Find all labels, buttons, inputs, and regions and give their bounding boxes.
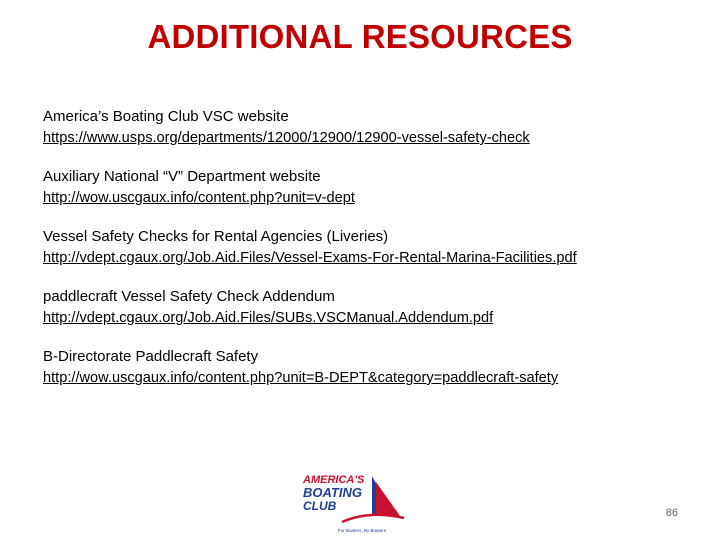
logo-tagline: For Boaters, By Boaters xyxy=(338,528,387,533)
resource-title: Auxiliary National “V” Department website xyxy=(43,168,321,185)
logo-line-3: CLUB xyxy=(303,499,337,513)
resource-list xyxy=(43,106,703,406)
resource-item xyxy=(43,226,703,269)
resource-link[interactable]: http://vdept.cgaux.org/Job.Aid.Files/SUBs.VSCManual.Addendum.pdf xyxy=(43,310,494,326)
americas-boating-club-logo xyxy=(300,470,420,536)
page-number: 86 xyxy=(665,507,678,519)
logo-line-1: AMERICA'S xyxy=(303,474,365,486)
resource-link[interactable]: http://wow.uscgaux.info/content.php?unit=v-dept xyxy=(43,190,355,206)
sail-icon-red xyxy=(376,482,400,516)
wave-icon xyxy=(342,515,404,522)
resource-item xyxy=(43,346,703,389)
resource-link[interactable]: http://wow.uscgaux.info/content.php?unit=B-DEPT&category=paddlecraft-safety xyxy=(43,370,559,386)
resource-title: B-Directorate Paddlecraft Safety xyxy=(43,348,259,365)
resource-item xyxy=(43,106,703,149)
resource-title: paddlecraft Vessel Safety Check Addendum xyxy=(43,288,335,305)
slide-title: ADDITIONAL RESOURCES xyxy=(147,18,573,55)
resource-title: America’s Boating Club VSC website xyxy=(43,108,289,125)
resource-item xyxy=(43,166,703,209)
resource-title: Vessel Safety Checks for Rental Agencies (Liveries) xyxy=(43,228,389,245)
logo-line-2: BOATING xyxy=(303,485,362,500)
resource-item xyxy=(43,286,703,329)
resource-link[interactable]: http://vdept.cgaux.org/Job.Aid.Files/Vessel-Exams-For-Rental-Marina-Facilities.pdf xyxy=(43,250,577,266)
resource-link[interactable]: https://www.usps.org/departments/12000/12900/12900-vessel-safety-check xyxy=(43,130,530,146)
